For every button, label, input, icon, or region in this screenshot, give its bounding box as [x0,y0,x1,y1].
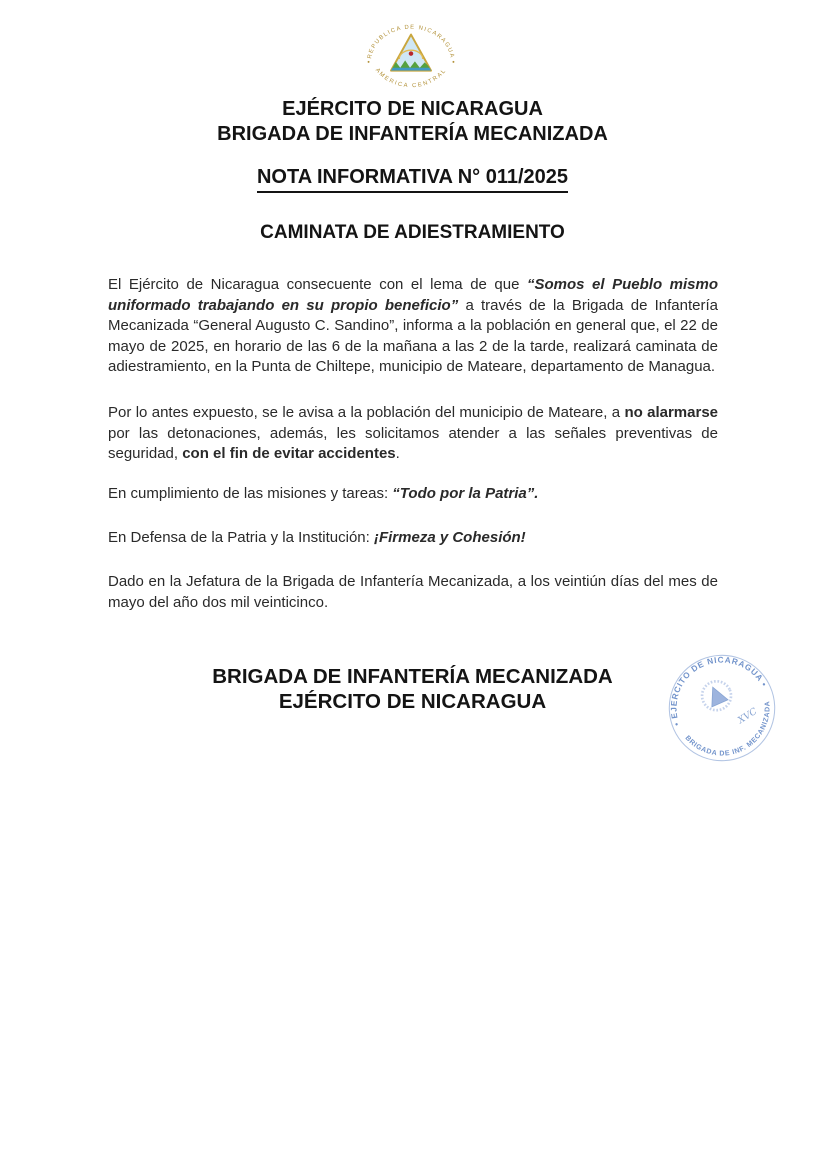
signature-line2: EJÉRCITO DE NICARAGUA [278,690,547,714]
emblem-top-arc-text: REPUBLICA DE NICARAGUA [367,24,455,60]
paragraph1-text-cont: a través de la Brigada de Infantería Mecanizada “General Augusto C. Sandino”, informa a la población en general que, el 22 de mayo de 2025, en horario de las 6 de la mañana a las 2 de la tarde, realizará caminata de adiestramiento, en la Punta de Chiltepe, municipio de Mateare, departamento de Managua. [108,296,719,376]
missions-label: En cumplimiento de las misiones y tareas: [108,484,393,502]
nicaragua-coat-of-arms-icon [362,17,460,97]
paragraph2-period: . [395,445,400,463]
defense-motto: ¡Firmeza y Cohesión! [373,529,526,547]
line-defense [108,528,718,549]
coat-of-arms-svg [362,17,460,97]
paragraph2-text: Por lo antes expuesto, se le avisa a la población del municipio de Mateare, a [108,403,625,421]
org-name-line2: BRIGADA DE INFANTERÍA MECANIZADA [217,123,608,145]
note-title [0,165,825,193]
note-title-text: NOTA INFORMATIVA N° 011/2025 [257,165,568,193]
paragraph-warning [108,403,718,465]
missions-motto: “Todo por la Patria”. [392,484,539,502]
document-subject: CAMINATA DE ADIESTRAMIENTO [260,222,565,243]
emblem-right-dot [452,61,454,63]
signature-line1: BRIGADA DE INFANTERÍA MECANIZADA [212,665,613,689]
emblem-phrygian-cap [409,51,413,55]
document-header [0,97,825,147]
line-missions [108,484,718,505]
paragraph-closing: Dado en la Jefatura de la Brigada de Infantería Mecanizada, a los veintiún días del mes de mayo del año dos mil veinticinco. [108,572,718,611]
emblem-left-dot [368,61,370,63]
paragraph1-motto-emphasis: “Somos el Pueblo mismo uniformado trabajando en su propio beneficio” [108,276,719,314]
emblem-bottom-arc-text: AMERICA CENTRAL [373,67,449,90]
paragraph2-bold-evitar-accidentes: con el fin de evitar accidentes [182,445,396,463]
paragraph-announcement [108,275,718,378]
org-name-line1: EJÉRCITO DE NICARAGUA [282,98,543,120]
paragraph1-text: El Ejército de Nicaragua consecuente con el lema de que [108,276,527,293]
signature-block [0,664,825,714]
seal-bottom-arc-text: BRIGADA DE INF. MECANIZADA [683,700,772,758]
seal-top-arc-text: • EJERCITO DE NICARAGUA • [669,655,769,727]
emblem-water [389,68,434,71]
seal-handwritten-initials: XVC [736,706,760,727]
defense-label: En Defensa de la Patria y la Institución: [108,529,374,547]
paragraph2-bold-no-alarmarse: no alarmarse [624,403,719,421]
paragraph2-text-cont: por las detonaciones, además, les solicitamos atender a las señales preventivas de seguridad, [108,424,718,463]
